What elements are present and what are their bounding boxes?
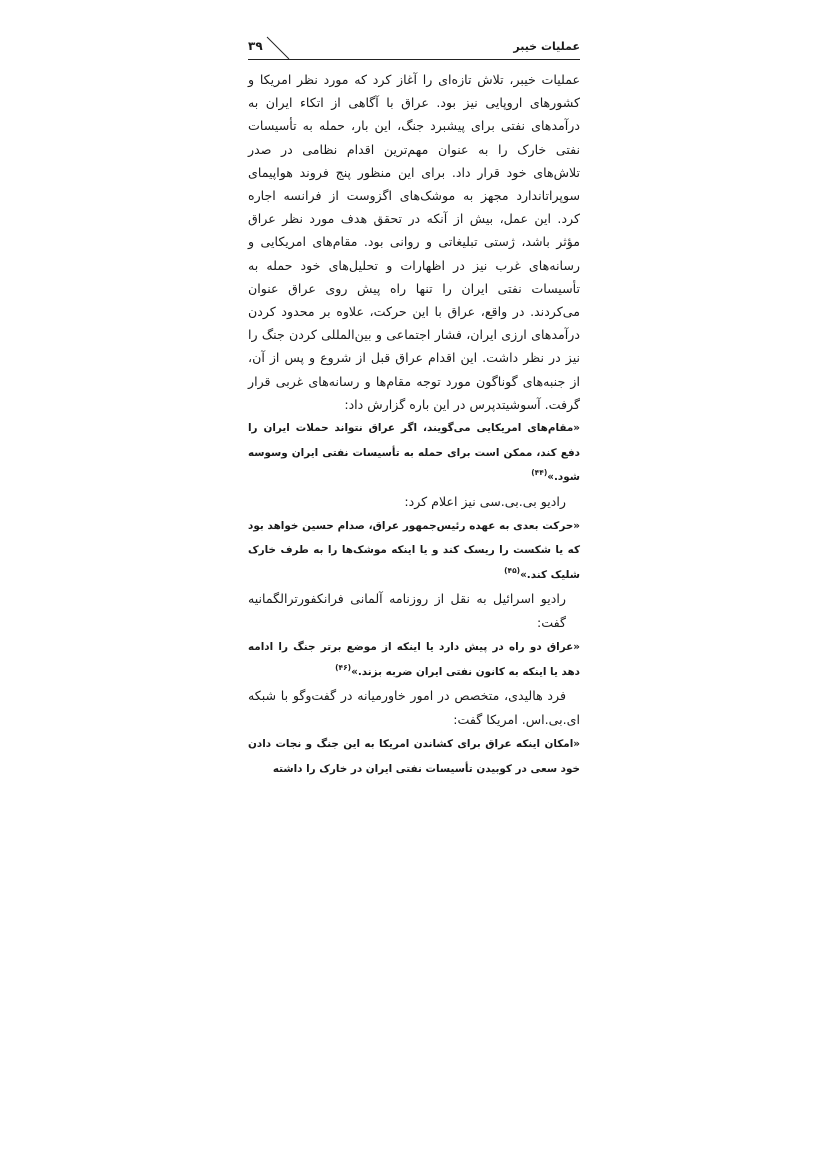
book-page — [248, 36, 580, 781]
body-paragraph: عملیات خیبر، تلاش تازه‌ای را آغاز کرد که مورد نظر امریکا و کشورهای اروپایی نیز بود. عراق با آگاهی از اتکاء ایران به درآمدهای نفتی برای پیشبرد جنگ، این بار، حمله به تأسیسات نفتی خارک را به عنوان مهم‌ترین اقدام نظامی در صدر تلاش‌های خود قرار داد. برای این منظور پنج فروند هواپیمای سوپراتاندارد مجهز به موشک‌های اگزوست از فرانسه اجاره کرد. این عمل، بیش از آنکه در تحقق هدف مورد نظر عراق مؤثر باشد، ژستی تبلیغاتی و روانی بود. مقام‌های امریکایی و رسانه‌های غرب نیز در اظهارات و تحلیل‌های خود حمله به تأسیسات نفتی ایران را تنها راه پیش روی عراق عنوان می‌کردند. در واقع، عراق با این حرکت، علاوه بر محدود کردن درآمدهای ارزی ایران، فشار اجتماعی و بین‌المللی کردن جنگ را نیز در نظر داشت. این اقدام عراق قبل از شروع و پس از آن، از جنبه‌های گوناگون مورد توجه مقام‌ها و رسانه‌های غربی قرار گرفت. آسوشیتدپرس در این باره گزارش داد: — [248, 72, 580, 412]
chapter-title: عملیات خیبر — [513, 40, 580, 53]
quote-bbc — [248, 514, 580, 588]
quote-text: «امکان اینکه عراق برای کشاندن امریکا به این جنگ و نجات دادن خود سعی در کوبیدن تأسیسات نفتی ایران در خارک را داشته — [248, 738, 580, 775]
quote-intro-israel-radio: رادیو اسرائیل به نقل از روزنامه آلمانی فرانکفورترالگمانیه گفت: — [248, 591, 566, 631]
quote-text: «حرکت بعدی به عهده رئیس‌جمهور عراق، صدام حسین خواهد بود که یا شکست را ریسک کند و یا اینکه موشک‌ها را به طرف خارک شلیک کند.» — [248, 519, 580, 581]
quote-halliday — [248, 732, 580, 781]
quote-israel-radio — [248, 635, 580, 684]
header-divider-icon — [265, 36, 291, 60]
footnote-marker: (۴۶) — [335, 662, 352, 672]
footnote-marker: (۴۵) — [504, 565, 521, 575]
quote-text: «مقام‌های امریکایی می‌گویند، اگر عراق نتواند حملات ایران را دفع کند، ممکن است برای حمله به تأسیسات نفتی ایران وسوسه شود.» — [248, 422, 580, 484]
header-rule — [248, 59, 580, 60]
quote-text: «عراق دو راه در پیش دارد یا اینکه از موضع برتر جنگ را ادامه دهد یا اینکه به کانون نفتی ایران ضربه بزند.» — [248, 641, 580, 678]
page-number: ۳۹ — [248, 39, 263, 53]
running-header — [248, 36, 580, 62]
footnote-marker: (۴۴) — [531, 468, 548, 478]
quote-intro-halliday: فرد هالیدی، متخصص در امور خاورمیانه در گفت‌وگو با شبکه ای.بی.اس. امریکا گفت: — [248, 688, 580, 728]
quote-intro-bbc: رادیو بی.بی.سی نیز اعلام کرد: — [404, 493, 566, 509]
quote-associated-press — [248, 416, 580, 490]
